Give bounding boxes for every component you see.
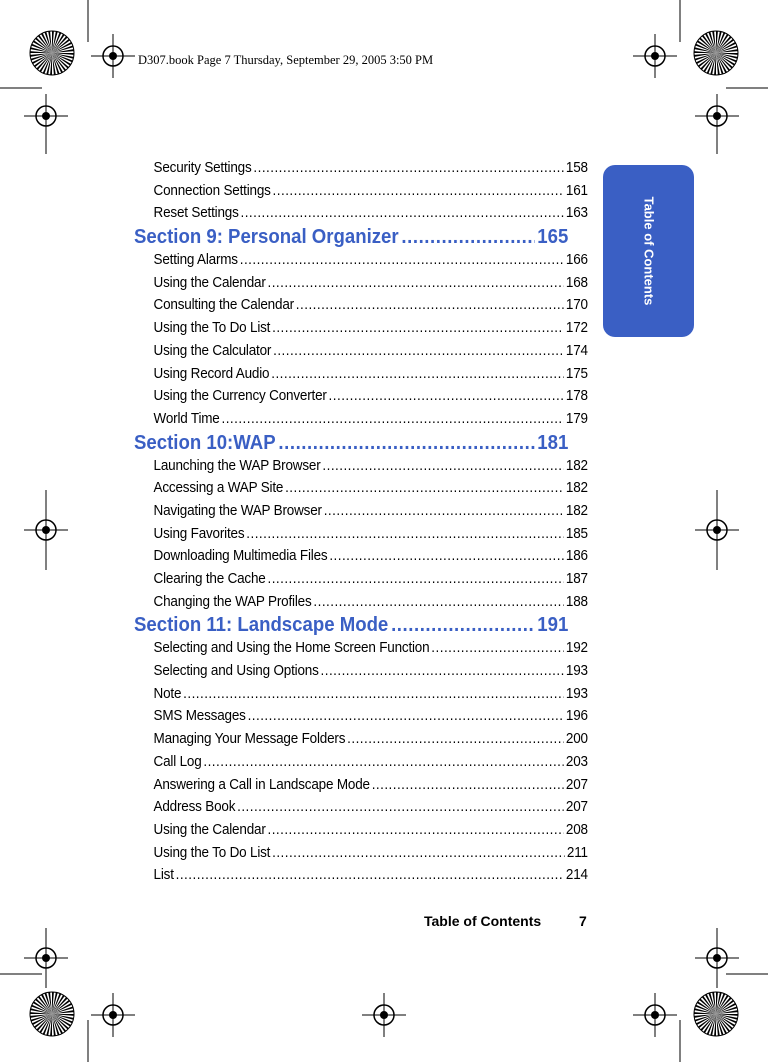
- section-title: Section 9: Personal Organizer: [134, 226, 399, 249]
- entry-page-number: 207: [565, 799, 588, 816]
- entry-title: Managing Your Message Folders: [153, 731, 346, 748]
- dot-leader: [347, 728, 564, 751]
- entry-title: Security Settings: [153, 160, 252, 176]
- dot-leader: [313, 591, 564, 614]
- entry-page-number: 191: [537, 614, 569, 637]
- dot-leader: [372, 774, 564, 797]
- footer-label: Table of Contents: [424, 913, 542, 929]
- dot-leader: [401, 225, 534, 249]
- entry-title: Consulting the Calendar: [153, 297, 294, 314]
- entry-page-number: 208: [565, 821, 588, 838]
- registration-target-right-lower: [695, 928, 739, 988]
- entry-page-number: 163: [565, 205, 588, 222]
- registration-target-bottom-left: [91, 993, 135, 1037]
- dot-leader: [296, 294, 564, 317]
- side-tab: [603, 165, 694, 337]
- toc-entry[interactable]: [134, 545, 588, 568]
- registration-target-bottom-center: [362, 993, 406, 1037]
- toc-entry[interactable]: [134, 774, 588, 797]
- entry-title: Selecting and Using Options: [153, 663, 319, 680]
- entry-title: Note: [153, 685, 182, 702]
- entry-page-number: 174: [565, 342, 588, 359]
- entry-page-number: 166: [565, 252, 588, 269]
- toc-entry[interactable]: [134, 637, 588, 660]
- registration-target-right-upper: [695, 94, 739, 154]
- starburst-mark-top-right: [692, 29, 740, 77]
- toc-section-heading[interactable]: [134, 225, 568, 249]
- entry-title: List: [153, 867, 174, 884]
- toc-section-heading[interactable]: [134, 613, 568, 637]
- registration-target-left-lower: [24, 928, 68, 988]
- dot-leader: [267, 819, 564, 842]
- toc-entry[interactable]: [134, 317, 588, 340]
- entry-page-number: 187: [565, 571, 588, 587]
- registration-target-bottom-right: [633, 993, 677, 1037]
- registration-target-left-middle: [24, 490, 68, 570]
- dot-leader: [203, 751, 564, 774]
- toc-entry[interactable]: [134, 796, 588, 819]
- dot-leader: [329, 545, 564, 568]
- dot-leader: [391, 613, 534, 637]
- dot-leader: [278, 431, 534, 455]
- toc-entry[interactable]: [134, 819, 588, 842]
- dot-leader: [237, 796, 564, 819]
- toc-entry[interactable]: [134, 340, 588, 363]
- registration-target-right-middle: [695, 490, 739, 570]
- toc-entry[interactable]: [134, 363, 588, 386]
- toc-entry[interactable]: [134, 202, 588, 225]
- entry-page-number: 175: [565, 365, 588, 382]
- entry-page-number: 214: [565, 867, 588, 884]
- entry-page-number: 170: [565, 297, 588, 314]
- dot-leader: [240, 202, 564, 225]
- entry-page-number: 161: [565, 182, 588, 199]
- toc-entry[interactable]: [134, 751, 588, 774]
- toc-entry[interactable]: [134, 864, 588, 887]
- dot-leader: [246, 523, 564, 546]
- toc-entry[interactable]: [134, 408, 588, 431]
- dot-leader: [431, 637, 564, 660]
- toc-entry[interactable]: [134, 683, 588, 706]
- entry-title: Using Favorites: [153, 525, 245, 542]
- registration-target-top-left: [91, 34, 135, 78]
- section-title: Section 11: Landscape Mode: [134, 614, 389, 637]
- entry-title: Using Record Audio: [153, 365, 270, 382]
- dot-leader: [267, 568, 564, 591]
- dot-leader: [248, 705, 564, 728]
- entry-page-number: 179: [565, 410, 588, 427]
- toc-entry[interactable]: [134, 705, 588, 728]
- table-of-contents: [134, 157, 588, 887]
- entry-title: Reset Settings: [153, 205, 239, 222]
- starburst-mark-bottom-right: [692, 990, 740, 1038]
- toc-entry[interactable]: [134, 385, 588, 408]
- dot-leader: [322, 455, 564, 478]
- toc-entry[interactable]: [134, 660, 588, 683]
- dot-leader: [321, 660, 565, 683]
- section-title: Section 10:WAP: [134, 431, 276, 454]
- entry-title: Downloading Multimedia Files: [153, 548, 328, 565]
- entry-page-number: 186: [565, 548, 588, 565]
- entry-page-number: 182: [565, 457, 588, 474]
- entry-title: Changing the WAP Profiles: [153, 593, 312, 610]
- dot-leader: [273, 180, 564, 203]
- entry-title: Using the To Do List: [153, 320, 271, 337]
- entry-title: Using the Currency Converter: [153, 388, 327, 405]
- entry-page-number: 165: [537, 226, 569, 249]
- entry-page-number: 181: [537, 431, 569, 454]
- entry-title: Address Book: [153, 799, 236, 816]
- dot-leader: [273, 340, 564, 363]
- toc-entry[interactable]: [134, 272, 588, 295]
- entry-title: Launching the WAP Browser: [153, 457, 321, 474]
- entry-page-number: 192: [565, 640, 588, 657]
- entry-title: Setting Alarms: [153, 252, 238, 269]
- entry-title: SMS Messages: [153, 708, 246, 725]
- entry-title: Selecting and Using the Home Screen Function: [153, 640, 430, 657]
- entry-page-number: 172: [565, 320, 588, 337]
- entry-page-number: 168: [565, 274, 588, 291]
- entry-page-number: 211: [566, 844, 588, 861]
- entry-title: Clearing the Cache: [153, 571, 266, 587]
- entry-page-number: 196: [565, 708, 588, 725]
- dot-leader: [240, 249, 564, 272]
- dot-leader: [183, 683, 564, 706]
- entry-title: Using the To Do List: [153, 844, 271, 861]
- page-number: 7: [579, 913, 587, 929]
- entry-title: Connection Settings: [153, 182, 271, 199]
- entry-page-number: 188: [565, 593, 588, 610]
- entry-title: Using the Calendar: [153, 274, 266, 291]
- entry-page-number: 193: [565, 685, 588, 702]
- dot-leader: [324, 500, 564, 523]
- dot-leader: [267, 272, 564, 295]
- entry-page-number: 200: [565, 731, 588, 748]
- toc-entry[interactable]: [134, 842, 588, 865]
- dot-leader: [271, 363, 564, 386]
- dot-leader: [176, 864, 564, 887]
- book-stamp: D307.book Page 7 Thursday, September 29, 2005 3:50 PM: [138, 53, 434, 67]
- entry-page-number: 203: [565, 753, 588, 770]
- entry-title: Using the Calculator: [153, 342, 272, 359]
- toc-entry[interactable]: [134, 157, 588, 180]
- toc-entry[interactable]: [134, 523, 588, 546]
- starburst-mark-bottom-left: [28, 990, 76, 1038]
- toc-entry[interactable]: [134, 591, 588, 614]
- registration-target-left-upper: [24, 94, 68, 154]
- entry-page-number: 158: [565, 160, 588, 176]
- toc-entry[interactable]: [134, 455, 588, 478]
- dot-leader: [272, 317, 564, 340]
- entry-page-number: 185: [565, 525, 588, 542]
- entry-title: Call Log: [153, 753, 202, 770]
- toc-entry[interactable]: [134, 477, 588, 500]
- entry-title: Using the Calendar: [153, 821, 266, 838]
- entry-page-number: 182: [565, 480, 588, 497]
- dot-leader: [272, 842, 565, 865]
- toc-section-heading[interactable]: [134, 431, 568, 455]
- starburst-mark-top-left: [28, 29, 76, 77]
- dot-leader: [329, 385, 564, 408]
- entry-page-number: 193: [565, 663, 588, 680]
- entry-title: World Time: [153, 410, 220, 427]
- dot-leader: [253, 157, 564, 180]
- toc-entry[interactable]: [134, 294, 588, 317]
- side-tab-label: Table of Contents: [641, 196, 656, 306]
- registration-target-top-right: [633, 34, 677, 78]
- entry-page-number: 207: [565, 776, 588, 793]
- toc-entry[interactable]: [134, 728, 588, 751]
- entry-title: Accessing a WAP Site: [153, 480, 284, 497]
- toc-entry[interactable]: [134, 249, 588, 272]
- entry-page-number: 178: [565, 388, 588, 405]
- entry-page-number: 182: [565, 502, 588, 519]
- dot-leader: [221, 408, 564, 431]
- toc-entry[interactable]: [134, 500, 588, 523]
- entry-title: Answering a Call in Landscape Mode: [153, 776, 370, 793]
- entry-title: Navigating the WAP Browser: [153, 502, 322, 519]
- dot-leader: [285, 477, 564, 500]
- toc-entry[interactable]: [134, 568, 588, 591]
- toc-entry[interactable]: [134, 180, 588, 203]
